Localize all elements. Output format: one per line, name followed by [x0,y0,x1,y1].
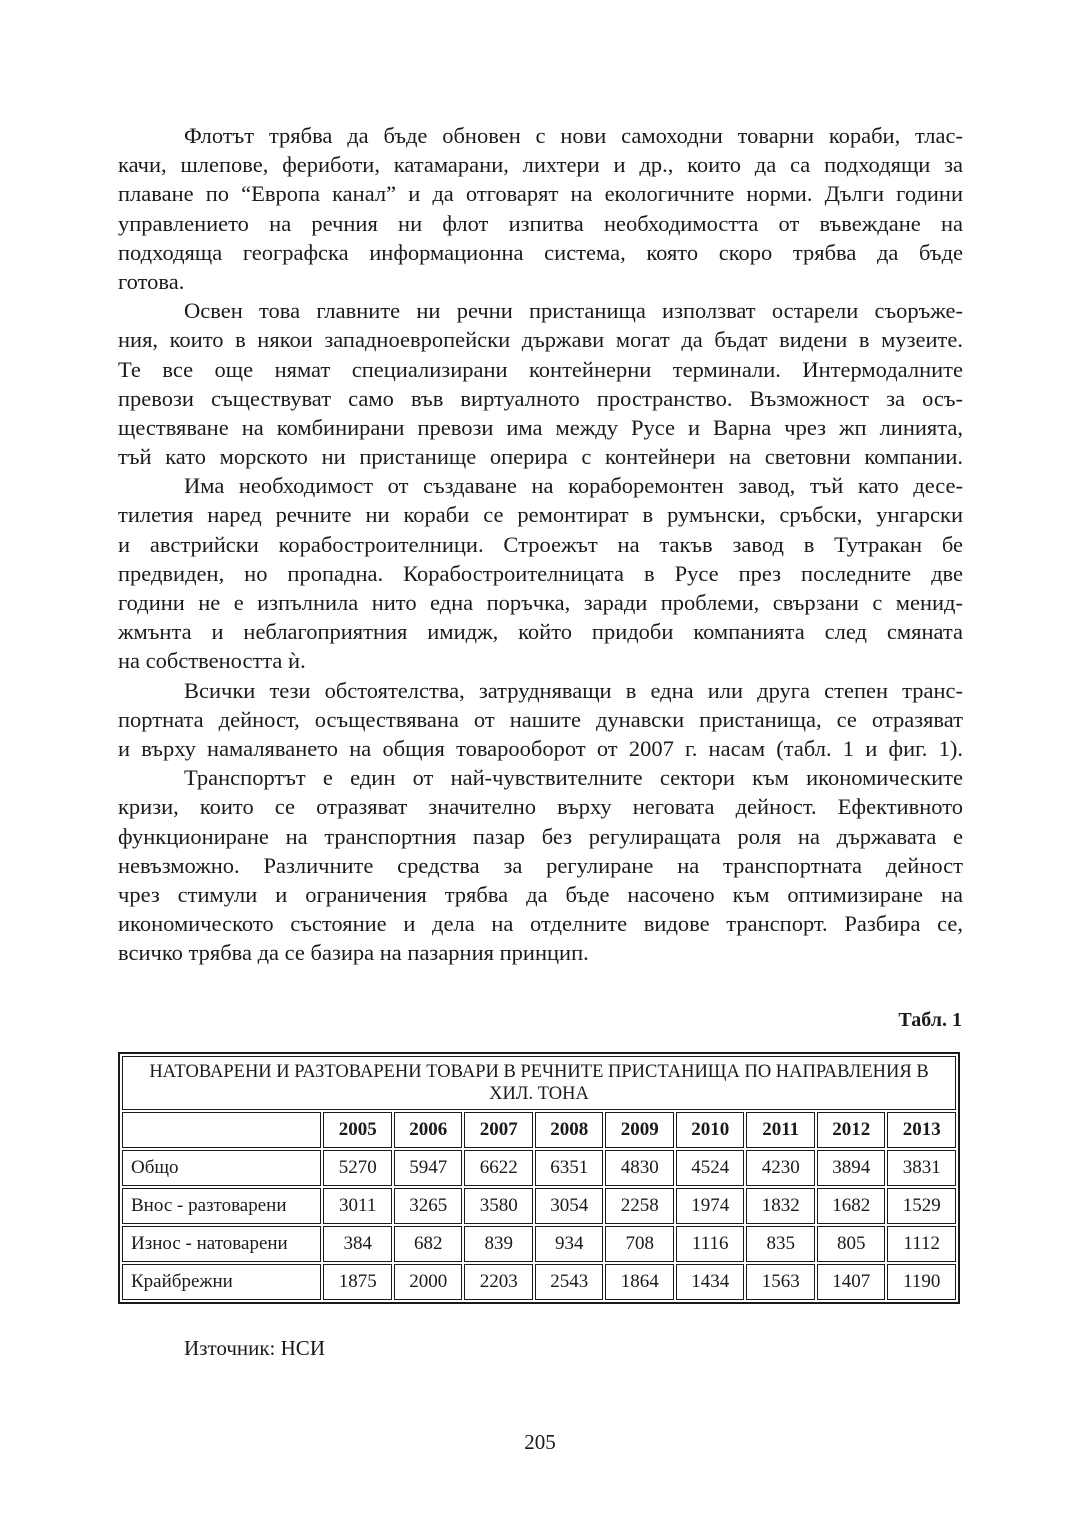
year-header: 2011 [746,1112,815,1148]
row-label: Крайбрежни [122,1264,321,1300]
table-cell: 1832 [746,1188,815,1224]
text-line: чрез стимули и ограничения трябва да бъде насочено към оптимизиране на [118,881,963,907]
source-note: Източник: НСИ [184,1336,325,1360]
text-line: плаване по “Европа канал” и да отговарят на екологичните норми. Дълги години [118,181,963,207]
table-caption: Табл. 1 [898,1009,962,1031]
table-cell: 934 [535,1226,604,1262]
table-row [122,1226,956,1262]
paragraph-3 [118,471,963,675]
year-header: 2009 [605,1112,674,1148]
table-cell: 708 [605,1226,674,1262]
text-line: кризи, които се отразяват значително върху неговата дейност. Ефективното [118,794,963,820]
table-cell: 682 [394,1226,463,1262]
table-row [122,1264,956,1300]
text-line: години не е изпълнила нито една поръчка, заради проблеми, свързани с менид- [118,590,963,615]
table-cell: 384 [323,1226,392,1262]
row-label: Износ - натоварени [122,1226,321,1262]
table-cell: 1682 [817,1188,886,1224]
table-row [122,1150,956,1186]
paragraph-5 [118,763,963,967]
row-label: Общо [122,1150,321,1186]
table-cell: 4230 [746,1150,815,1186]
year-header: 2008 [535,1112,604,1148]
year-header: 2010 [676,1112,745,1148]
text-line: предвиден, но пропадна. Корабостроителницата в Русе през последните две [118,560,963,586]
text-line: подходяща географска информационна система, която скоро трябва да бъде [118,239,963,265]
table-cell: 1875 [323,1264,392,1300]
year-header: 2007 [464,1112,533,1148]
table-cell: 3831 [887,1150,956,1186]
table-cell: 3265 [394,1188,463,1224]
table-row [122,1188,956,1224]
text-line: и върху намаляването на общия товарооборот от 2007 г. насам (табл. 1 и фиг. 1). [118,735,963,761]
header-corner-cell [122,1112,321,1148]
table-cell: 3580 [464,1188,533,1224]
table-cell: 1974 [676,1188,745,1224]
paragraph-4 [118,676,963,764]
data-table-wrapper [118,1052,960,1304]
body-text [118,121,963,967]
text-line: Освен това главните ни речни пристанища използват остарели съоръже- [184,298,963,324]
text-line: Транспортът е един от най-чувствителните сектори към икономическите [184,765,963,791]
text-line: невъзможно. Различните средства за регулиране на транспортната дейност [118,852,963,878]
table-cell: 835 [746,1226,815,1262]
text-line: Те все още нямат специализирани контейнерни терминали. Интермодалните [118,356,963,382]
text-line: на собствеността ѝ. [118,648,306,674]
table-cell: 1864 [605,1264,674,1300]
table-cell: 6622 [464,1150,533,1186]
table-cell: 805 [817,1226,886,1262]
table-cell: 5270 [323,1150,392,1186]
row-label: Внос - разтоварени [122,1188,321,1224]
table-title-row [122,1056,956,1110]
year-header: 2012 [817,1112,886,1148]
text-line: ния, които в някои западноевропейски държави могат да бъдат видени в музеите. [118,327,963,353]
table-cell: 1112 [887,1226,956,1262]
paragraph-2 [118,296,963,471]
table-cell: 1116 [676,1226,745,1262]
table-cell: 3894 [817,1150,886,1186]
text-line: готова. [118,268,185,294]
text-line: портната дейност, осъществявана от нашите дунавски пристанища, се отразяват [118,706,963,732]
table-cell: 1563 [746,1264,815,1300]
table-cell: 6351 [535,1150,604,1186]
table-cell: 3054 [535,1188,604,1224]
text-line: функциониране на транспортния пазар без регулиращата роля на държавата е [118,823,963,849]
table-cell: 2543 [535,1264,604,1300]
text-line: тъй като морското ни пристанище оперира с контейнери на световни компании. [118,444,963,470]
table-title: НАТОВАРЕНИ И РАЗТОВАРЕНИ ТОВАРИ В РЕЧНИТЕ ПРИСТАНИЩА ПО НАПРАВЛЕНИЯ В ХИЛ. ТОНА [122,1056,956,1110]
table-cell: 1434 [676,1264,745,1300]
table-cell: 4524 [676,1150,745,1186]
text-line: тилетия наред речните ни кораби се ремонтират в румънски, сръбски, унгарски [118,502,963,528]
text-line: жмънта и неблагоприятния имидж, който придоби компанията след смяната [118,619,963,645]
text-line: всичко трябва да се базира на пазарния принцип. [118,940,589,966]
year-header: 2005 [323,1112,392,1148]
text-line: Всички тези обстоятелства, затрудняващи в една или друга степен транс- [184,677,963,703]
table-cell: 2000 [394,1264,463,1300]
text-line: качи, шлепове, фериботи, катамарани, лихтери и др., които да са подходящи за [118,152,963,178]
table-cell: 1190 [887,1264,956,1300]
text-line: икономическото състояние и дела на отделните видове транспорт. Разбира се, [118,911,963,937]
table-cell: 839 [464,1226,533,1262]
year-header: 2006 [394,1112,463,1148]
table-cell: 2203 [464,1264,533,1300]
text-line: и австрийски корабостроителници. Строежът на такъв завод в Тутракан бе [118,531,963,557]
paragraph-1 [118,121,963,296]
table-cell: 1529 [887,1188,956,1224]
text-line: Има необходимост от създаване на кораборемонтен завод, тъй като десе- [184,473,963,499]
text-line: ществяване на комбинирани превози има между Русе и Варна чрез жп линията, [118,414,963,440]
table-cell: 3011 [323,1188,392,1224]
text-line: Флотът трябва да бъде обновен с нови самоходни товарни кораби, тлас- [184,123,963,148]
table-cell: 5947 [394,1150,463,1186]
table-cell: 1407 [817,1264,886,1300]
page-number: 205 [524,1430,556,1454]
table-cell: 4830 [605,1150,674,1186]
table-header-row [122,1112,956,1148]
text-line: управлението на речния ни флот изпитва необходимостта от въвеждане на [118,210,963,236]
text-line: превози съществуват само във виртуалното пространство. Възможност за осъ- [118,385,963,411]
table-cell: 2258 [605,1188,674,1224]
cargo-table [118,1052,960,1304]
year-header: 2013 [887,1112,956,1148]
